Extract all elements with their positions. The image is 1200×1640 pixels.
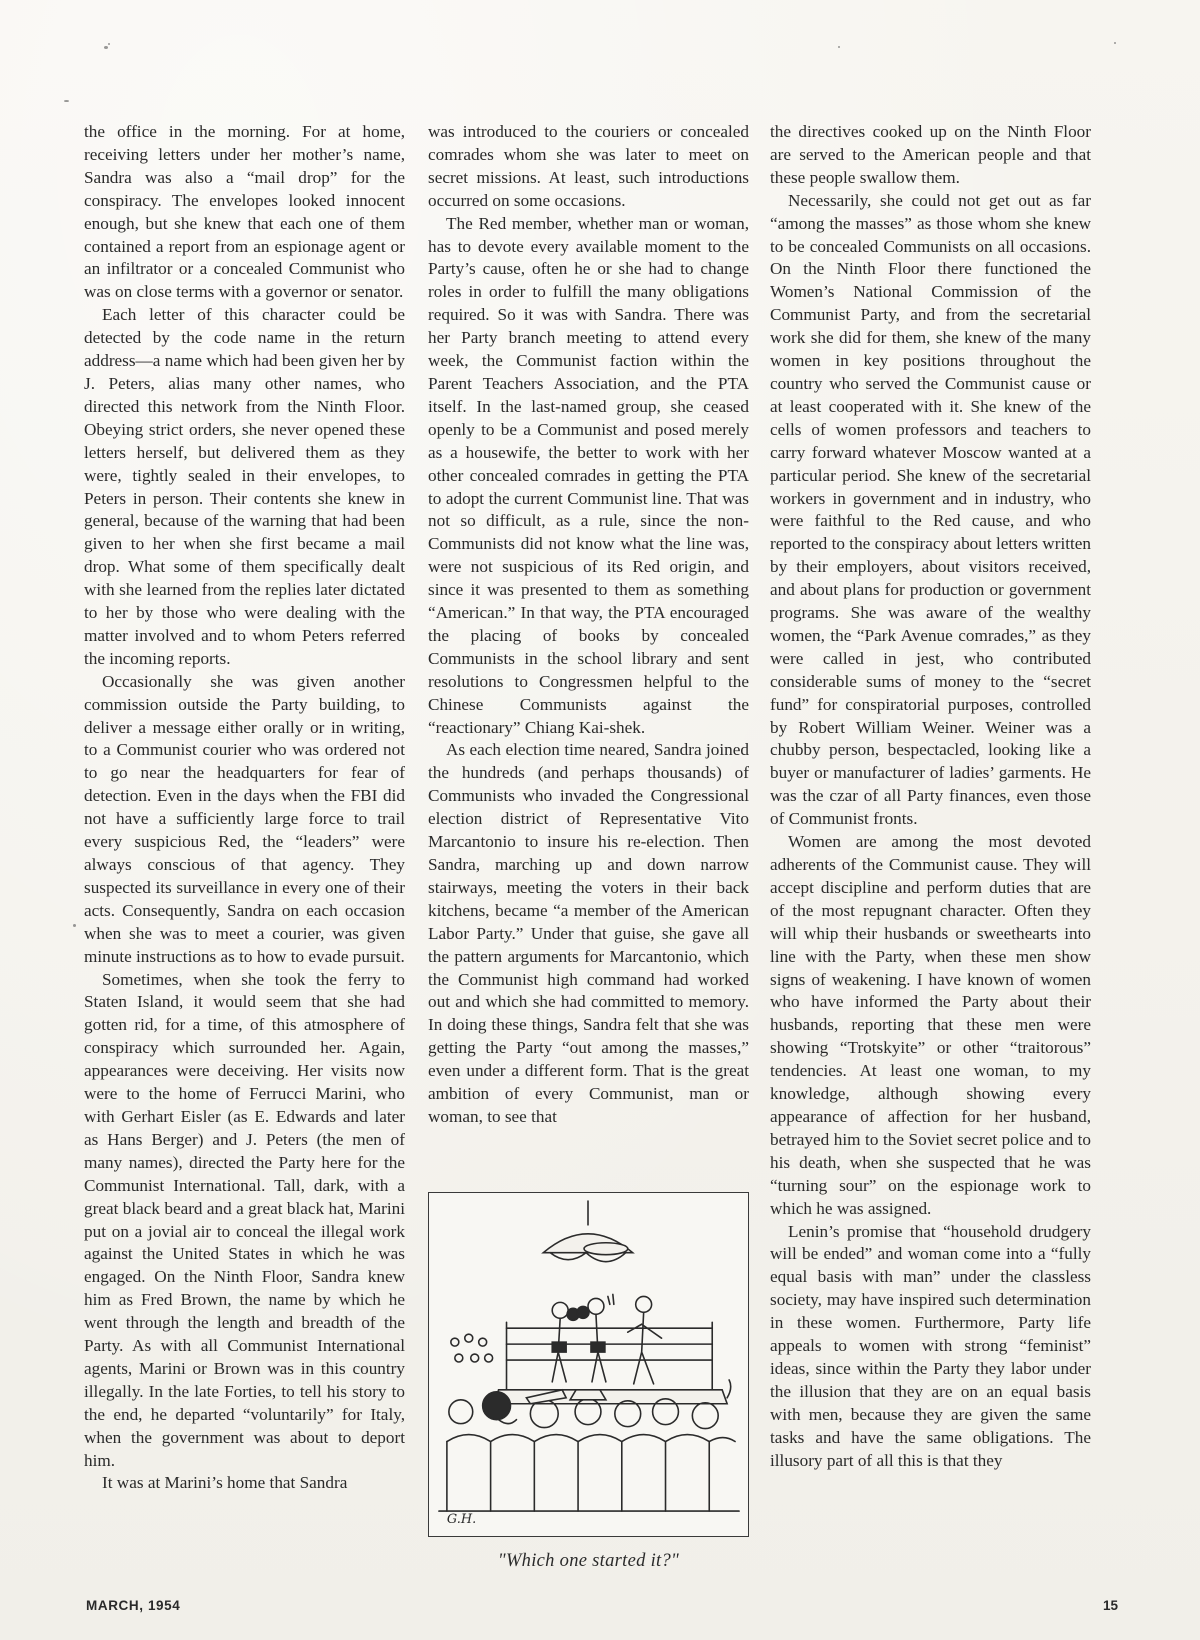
seat-back: [447, 1435, 491, 1512]
article-paragraph: Each letter of this character could be detected by the code name in the return address—a name which had been given her by J. Peters, alias many other names, who directed this network from the Ninth Floor. Obeying strict orders, she never opened these letters herself, but delivered them as they were, tightly sealed in their envelopes, to Peters in person. Their contents she knew in general, because of the warning that had been given to her when she first became a mail drop. What some of them specifically dealt with she learned from the replies later dictated to her by those who were dealing with the matter involved and to whom Peters referred the incoming reports.: [84, 305, 405, 668]
article-paragraph: Occasionally she was given another commission outside the Party building, to deliver a message either orally or in writing, to a Communist courier who was ordered not to go near the headquarters for fear of detection. Even in the days when the FBI did not have a sufficiently large force to trail every suspicious Red, the “leaders” were always conscious of that agency. They suspected its surveillance in every one of their acts. Consequently, Sandra on each occasion when she was to meet a courier, was given minute instructions as to how to evade pursuit.: [84, 671, 405, 966]
audience-gesture: [727, 1380, 731, 1398]
referee-head: [636, 1296, 652, 1312]
paper-speck: [64, 100, 69, 102]
lamp-shade-mid: [584, 1243, 628, 1255]
article-paragraph: The Red member, whether man or woman, has to devote every available moment to the Party’s cause, often he or she had to change roles in order to fulfill the many obligations required. So it was with Sandra. There was her Party branch meeting to attend every week, the Communist faction within the Parent Teachers Association, and the PTA itself. In the last-named group, she ceased openly to be a Communist and posed merely as a housewife, the better to work with her other concealed comrades in getting the PTA to adopt the current Communist line. That was not so difficult, as a rule, since the non-Communists did not know what the line was, were not suspicious of its Red origin, and since it was presented to them as something “American.” In that way, the PTA encouraged the placing of books by concealed Communists in the school library and sent resolutions to Congressmen helpful to the Chinese Communists against the “reactionary” Chiang Kai-shek.: [428, 213, 749, 737]
article-paragraph: Necessarily, she could not get out as far “among the masses” as those whom she knew to be concealed Communists on all occasions. On the Ninth Floor there functioned the Women’s National Commission of the Communist Party, and from the secretarial work she did for them, she knew of the many women in key positions throughout the country who served the Communist cause or at least cooperated with it. She knew of the cells of women professors and teachers to carry forward whatever Moscow wanted at a particular period. She knew of the secretarial workers in government and in industry, who were faithful to the Red cause, and who reported to the conspiracy about letters written by their employers, about visitors received, and about plans for production or government programs. She was aware of the wealthy women, the “Park Avenue comrades,” as they were called in jest, who contributed considerable sums of money to the “secret fund” for conspiratorial purposes, controlled by Robert William Weiner. Weiner was a chubby person, bespectacled, looking like a buyer or manufacturer of ladies’ garments. He was the czar of all Party finances, even those of Communist fronts.: [770, 190, 1091, 829]
seat-back: [578, 1435, 622, 1512]
crowd-face: [471, 1354, 479, 1362]
paper-speck: [838, 46, 840, 48]
text-column-left: [84, 121, 405, 1495]
audience-head: [692, 1403, 718, 1429]
article-paragraph: It was at Marini’s home that Sandra: [102, 1473, 348, 1493]
article-paragraph: the office in the morning. For at home, receiving letters under her mother’s name, Sandra was also a “mail drop” for the conspiracy. The envelopes looked innocent enough, but she knew that each one of them contained a report from an espionage agent or an infiltrator or a concealed Communist who was on close terms with a governor or senator.: [84, 122, 405, 302]
paper-speck: [104, 46, 108, 49]
paper-speck: [1114, 42, 1116, 44]
boxer-left-trunks: [552, 1342, 566, 1352]
seat-back: [622, 1435, 666, 1512]
crowd-face: [451, 1338, 459, 1346]
issue-date: MARCH, 1954: [86, 1598, 181, 1613]
boxer-left-head: [552, 1302, 568, 1318]
crowd-face: [455, 1354, 463, 1362]
audience-woman-face: [499, 1420, 517, 1424]
cartoon-caption: "Which one started it?": [497, 1551, 680, 1571]
cartoon-illustration: [428, 1192, 749, 1537]
boxing-cartoon-drawing: [429, 1193, 748, 1536]
article-paragraph: Sometimes, when she took the ferry to Staten Island, it would seem that she had gotten rid, for a time, of this atmosphere of conspiracy which surrounded her. Again, appearances were deceiving. Her visits now were to the home of Ferrucci Marini, who with Gerhart Eisler (as E. Edwards and later as Hans Berger) and J. Peters (the men of many names), directed the Party here for the Communist International. Tall, dark, with a great black beard and a great black hat, Marini put on a jovial air to conceal the illegal work against the United States in which he was engaged. On the Ninth Floor, Sandra knew him as Fred Brown, the name by which he went through the length and breadth of the Party. As with all Communist International agents, Marini or Brown was in this country illegally. In the late Forties, to tell his story to the end, he departed “voluntarily” for Italy, when the government was about to deport him.: [84, 969, 405, 1470]
article-paragraph: As each election time neared, Sandra joined the hundreds (and perhaps thousands) of Communists who invaded the Congressional election district of Representative Vito Marcantonio to insure his re-election. Then Sandra, marching up and down narrow stairways, meeting the voters in their back kitchens, became “a member of the American Labor Party.” Under that guise, she gave all the pattern arguments for Marcantonio, which the Communist high command had worked out and which she had committed to memory. In doing these things, Sandra felt that she was getting the Party “out among the masses,” even under a different form. That is the great ambition of every Communist, man or woman, to see that: [428, 740, 749, 1126]
crowd-face: [485, 1354, 493, 1362]
lamp-shade-left: [550, 1253, 586, 1260]
seat-back: [491, 1435, 535, 1512]
crowd-face: [465, 1334, 473, 1342]
article-paragraph: Women are among the most devoted adherents of the Communist cause. They will accept discipline and perform duties that are of the most repugnant character. Often they will whip their husbands or sweethearts into line with the Party, when these men show signs of weakening. I have known of women who have informed the Party about their husbands, reporting that these men were showing “Trotskyite” or other “traitorous” tendencies. At least one woman, to my knowledge, although showing every appearance of affection for her husband, betrayed him to the Soviet secret police and to his death, when she suspected that he was “turning sour” on the espionage work to which he was assigned.: [770, 832, 1091, 1218]
seat-back: [534, 1435, 578, 1512]
audience-head: [449, 1400, 473, 1424]
boxer-right-head: [588, 1298, 604, 1314]
article-paragraph: was introduced to the couriers or concealed comrades whom she was later to meet on secret missions. At least, such introductions occurred on some occasions.: [428, 122, 749, 210]
boxer-right-trunks: [591, 1342, 605, 1352]
referee-body: [628, 1312, 662, 1384]
boxer-right-glove: [577, 1306, 589, 1318]
text-column-right: [770, 121, 1091, 1472]
seat-back: [709, 1438, 735, 1442]
boxer-right-motion-lines: [608, 1294, 614, 1304]
article-paragraph: the directives cooked up on the Ninth Floor are served to the American people and that these people swallow them.: [770, 122, 1091, 187]
audience-hat: [570, 1390, 606, 1400]
audience-head: [615, 1401, 641, 1427]
text-column-middle: [428, 121, 749, 1129]
cartoon-signature: G.H.: [446, 1512, 477, 1528]
paper-speck: [108, 43, 110, 45]
seat-back: [666, 1435, 710, 1512]
article-paragraph: Lenin’s promise that “household drudgery will be ended” and woman come into a “fully equal basis with man” under the classless society, may have inspired such determination in these women. Furthermore, Party life appeals to women with strong “feminist” ideas, since within the Party they labor under the illusion that they are on an equal basis with men, because they are given the same tasks and have the same obligations. The illusory part of all this is that they: [770, 1221, 1091, 1470]
paper-speck: [73, 924, 76, 927]
page-number: 15: [1102, 1598, 1118, 1613]
audience-woman-hair: [483, 1392, 511, 1420]
crowd-face: [479, 1338, 487, 1346]
